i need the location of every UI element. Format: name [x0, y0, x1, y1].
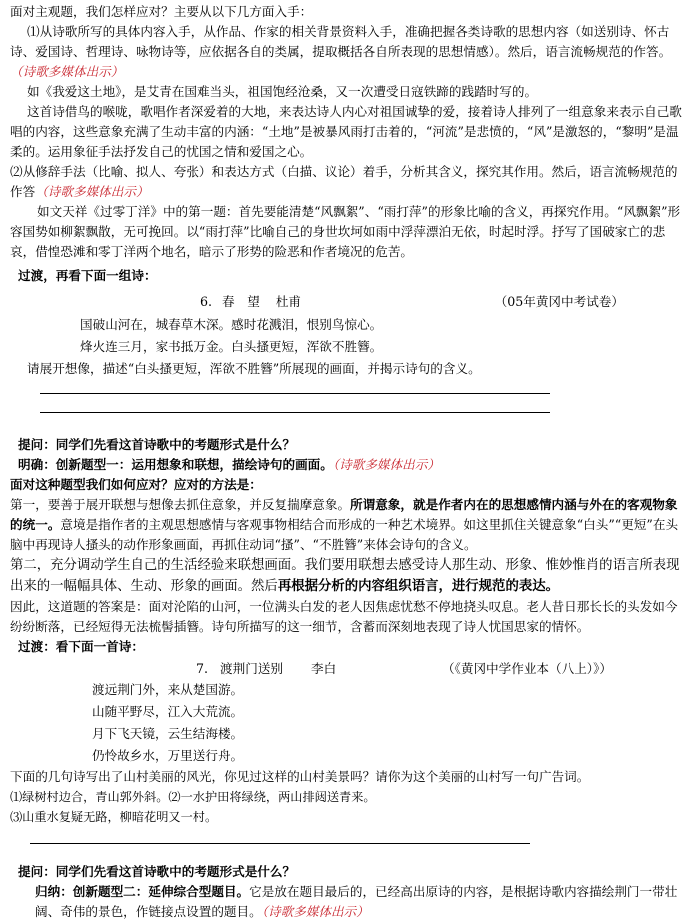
poem-2-source: （《黄冈中学作业本（八上）》） [441, 661, 612, 676]
method-1-text: ⑴从诗歌所写的具体内容入手，从作品、作家的相关背景资料入手，准确把握各类诗歌的思想内容（如送别诗、怀古诗、爱国诗、哲理诗、咏物诗等，应依据各自的类属，提取概括各自所表现的思想情感）。然后，语言流畅规范的作答。 [10, 24, 672, 59]
example-analysis: 这首诗借鸟的喉咙，歌唱作者深爱着的大地，来表达诗人内心对祖国诚挚的爱，接着诗人排列了一组意象来表示自己歌唱的内容，这些意象充满了生动丰富的内涵：“土地”是被暴风雨打击着的，“河流”是悲愤的，“风”是激怒的，“黎明”是温柔的。运用象征手法抒发自己的忧国之情和爱国之心。 [10, 104, 682, 159]
step-1-definition: 所谓意象，就是作者内在的思想感情内涵与外在的客观物象的统一。 [10, 497, 678, 532]
answer-line [40, 412, 550, 413]
document-page [10, 2, 682, 922]
poem-2-line: 渡远荆门外，来从楚国游。 [92, 682, 244, 697]
clarify-1 [10, 455, 682, 475]
answer-paragraph: 因此，这道题的答案是：面对沦陷的山河，一位满头白发的老人因焦虑忧愁不停地挠头叹息。老人昔日那长长的头发如今纷纷断落，已经短得无法梳髻插簪。诗句所描写的这一细节，含蓄而深刻地表现了诗人忧国思家的情怀。 [10, 599, 678, 634]
summary-label: 归纳：创新题型二：延伸综合型题目。 [35, 884, 250, 899]
media-tag: （诗歌多媒体出示） [261, 904, 369, 919]
summary-paragraph [10, 882, 682, 922]
spacer [10, 421, 682, 435]
poem-2-title: 渡荆门送别 [220, 661, 284, 676]
question-1: 请展开想像，描述“白头搔更短，浑欲不胜簪”所展现的画面，并揭示诗句的含义。 [27, 361, 481, 376]
method-question: 面对这种题型我们如何应对？应对的方法是： [10, 477, 262, 492]
answer-line [30, 843, 530, 844]
example-intro: 如《我爱这土地》，是艾青在国难当头，祖国饱经沧桑，又一次遭受日寇铁蹄的践踏时写的。 [27, 84, 538, 99]
method-step-1 [10, 495, 682, 555]
poem-2-author: 李白 [311, 661, 337, 676]
poem-2-header [10, 659, 682, 679]
ask-2: 提问：同学们先看这首诗歌中的考题形式是什么？ [18, 864, 296, 879]
media-tag: （诗歌多媒体出示） [35, 184, 149, 199]
poem-1-line: 国破山河在，城春草木深。感时花溅泪，恨别鸟惊心。 [80, 317, 383, 332]
question-2: 下面的几句诗写出了山村美丽的风光，你见过这样的山村美景吗？请你为这个美丽的山村写一句广告词。 [10, 769, 590, 784]
media-tag: （诗歌多媒体出示） [10, 64, 124, 79]
summary-text: 它是放在题目最后的，已经高出原诗的内容，是根据诗歌内容描绘荆门一带壮阔、奇伟的景色，作链接点设置的题目。 [35, 884, 678, 919]
poem-1-header [10, 292, 682, 312]
option-line-2: ⑶山重水复疑无路，柳暗花明又一村。 [10, 810, 218, 824]
poem-2-line: 仍怜故乡水，万里送行舟。 [92, 748, 244, 763]
method-1-paragraph [10, 22, 682, 82]
poem-1-number: 6. [200, 294, 213, 309]
poem-2-line: 月下飞天镜，云生结海楼。 [92, 726, 244, 741]
example-2-analysis: 如文天祥《过零丁洋》中的第一题：首先要能清楚“风飘絮”、“雨打萍”的形象比喻的含义，再探究作用。“风飘絮”形容国势如柳絮飘散，无可挽回。以“雨打萍”比喻自己的身世坎坷如雨中浮萍漂泊无依，时起时浮。抒写了国破家亡的悲哀，借惶恐滩和零丁洋两个地名，暗示了形势的险恶和作者境况的危苦。 [10, 204, 681, 259]
spacer [10, 852, 682, 862]
intro-text: 面对主观题，我们怎样应对？主要从以下几方面入手： [10, 4, 313, 19]
poem-2-line: 山随平野尽，江入大荒流。 [92, 704, 244, 719]
poem-1-source: （05年黄冈中考试卷） [494, 294, 624, 309]
poem-2-body [10, 679, 682, 767]
step-2-a: 第二，充分调动学生自己的生活经验来联想画面。我们要用联想去感受诗人那生动、形象、惟妙惟肖的语言所表现出来的一幅幅具体、生动、形象的画面。然后 [10, 558, 680, 594]
transition-1: 过渡，再看下面一组诗： [18, 268, 157, 283]
ask-1: 提问：同学们先看这首诗歌中的考题形式是什么？ [18, 437, 296, 452]
poem-1-author: 杜甫 [275, 294, 302, 309]
option-line-1: ⑴绿树村边合，青山郭外斜。⑵一水护田将绿绕，两山排闼送青来。 [10, 790, 376, 804]
poem-1-line: 烽火连三月，家书抵万金。白头搔更短，浑欲不胜簪。 [80, 339, 383, 354]
step-2-b: 再根据分析的内容组织语言，进行规范的表达。 [277, 578, 560, 594]
method-step-2 [10, 555, 682, 597]
clarify-1-text: 明确：创新题型一：运用想象和联想，描绘诗句的画面。 [18, 457, 333, 472]
step-1-a: 第一，要善于展开联想与想像去抓住意象，并反复揣摩意象。 [10, 497, 351, 512]
method-2-text: ⑵从修辞手法（比喻、拟人、夸张）和表达方式（白描、议论）着手，分析其含义，探究其作用。然后，语言流畅规范的作答 [10, 164, 678, 199]
step-1-c: 意境是指作者的主观思想感情与客观事物相结合而形成的一种艺术境界。如这里抓住关键意象“白头”“更短”在头脑中再现诗人搔头的动作形象画面，再抓住动词“搔”、“不胜簪”来体会诗句的含义。 [10, 517, 679, 552]
media-tag: （诗歌多媒体出示） [332, 457, 440, 472]
transition-2: 过渡：看下面一首诗： [18, 639, 144, 654]
poem-2-number: 7. [196, 661, 209, 676]
poem-1-title: 春 望 [222, 294, 260, 309]
method-2-paragraph [10, 162, 682, 202]
answer-line [40, 393, 550, 394]
